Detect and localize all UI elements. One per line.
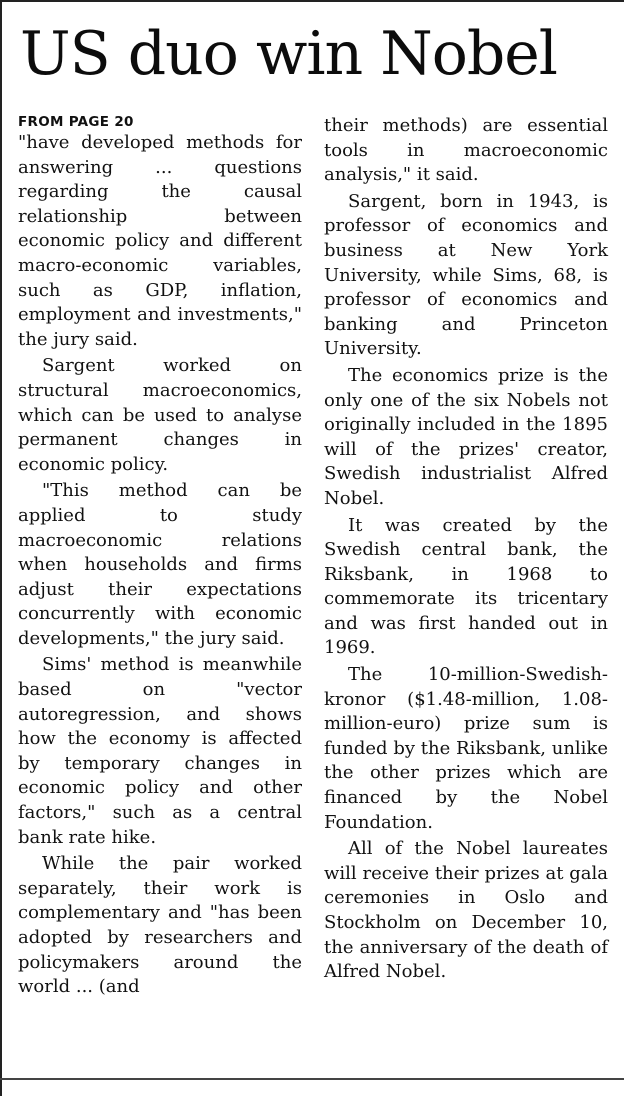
- continuation-kicker: FROM PAGE 20: [18, 114, 134, 130]
- article-column-right: [324, 114, 608, 985]
- headline: US duo win Nobel: [20, 19, 557, 89]
- paragraph: "have developed methods for answering ... questions regarding the causal relationship between economic policy and different macro-economic variables, such as GDP, inflation, employment and investments," the jury said.: [18, 132, 302, 350]
- paragraph: All of the Nobel laureates will receive their prizes at gala ceremonies in Oslo and Stockholm on December 10, the anniversary of the death of Alfred Nobel.: [324, 838, 608, 983]
- bottom-border: [0, 1078, 624, 1080]
- paragraph: The economics prize is the only one of the six Nobels not originally included in the 1895 will of the prizes' creator, Swedish industrialist Alfred Nobel.: [324, 364, 608, 509]
- top-border: [0, 0, 624, 2]
- paragraph: While the pair worked separately, their work is complementary and "has been adopted by researchers and policymakers around the world ... (and: [18, 853, 302, 998]
- paragraph: Sargent, born in 1943, is professor of economics and business at New York University, while Sims, 68, is professor of economics and banking and Princeton University.: [324, 190, 608, 360]
- paragraph: Sims' method is meanwhile based on "vector autoregression, and shows how the economy is affected by temporary changes in economic policy and other factors," such as a central bank rate hike.: [18, 654, 302, 848]
- left-border: [0, 0, 2, 1096]
- paragraph: their methods) are essential tools in macroeconomic analysis," it said.: [324, 115, 608, 186]
- paragraph: It was created by the Swedish central bank, the Riksbank, in 1968 to commemorate its tricentary and was first handed out in 1969.: [324, 514, 608, 659]
- paragraph: "This method can be applied to study macroeconomic relations when households and firms adjust their expectations concurrently with economic developments," the jury said.: [18, 480, 302, 649]
- paragraph: The 10-million-Swedish-kronor ($1.48-million, 1.08-million-euro) prize sum is funded by the Riksbank, unlike the other prizes which are financed by the Nobel Foundation.: [324, 664, 608, 833]
- paragraph: Sargent worked on structural macroeconomics, which can be used to analyse permanent changes in economic policy.: [18, 355, 302, 475]
- article-column-left: [18, 114, 302, 1000]
